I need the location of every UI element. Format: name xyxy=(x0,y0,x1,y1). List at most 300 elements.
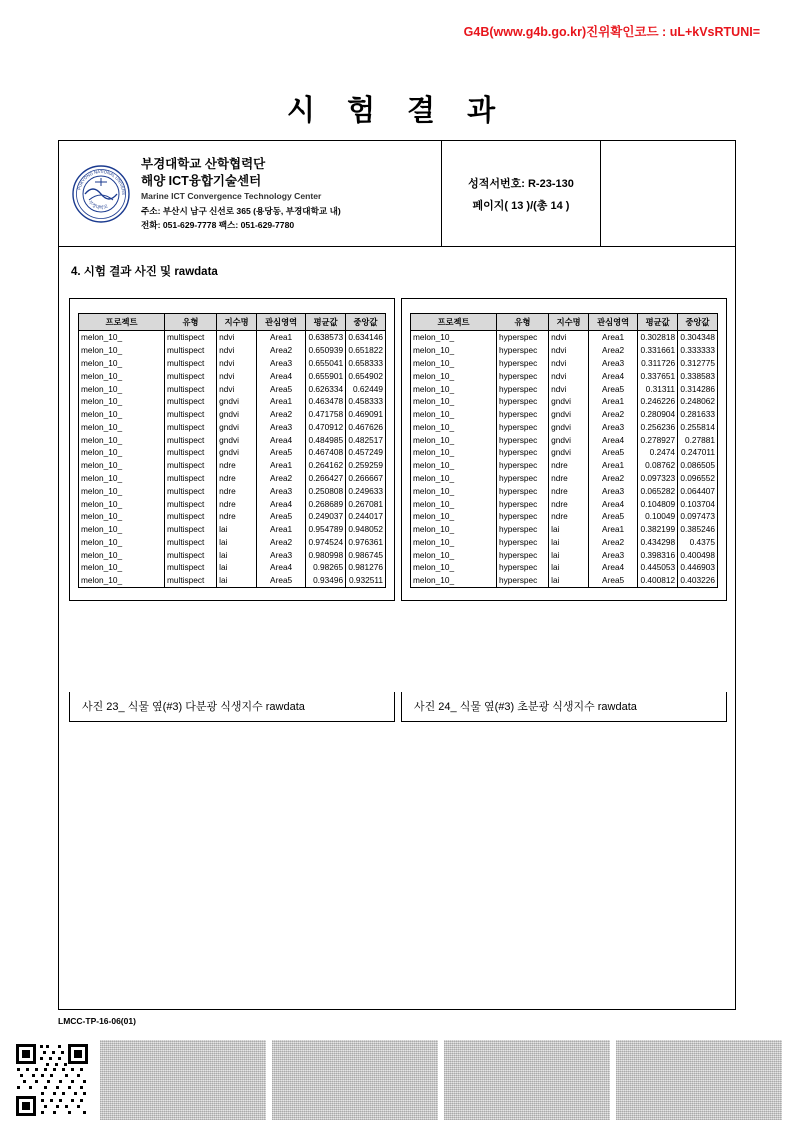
table-row xyxy=(79,510,386,523)
cell-median: 0.976361 xyxy=(346,536,386,549)
cell-mean: 0.278927 xyxy=(638,433,678,446)
cell-median: 0.103704 xyxy=(678,497,718,510)
cell-median: 0.482517 xyxy=(346,433,386,446)
cell-mean: 0.463478 xyxy=(306,395,346,408)
cell-mean: 0.434298 xyxy=(638,536,678,549)
cell-roi: Area3 xyxy=(257,484,306,497)
org-name-line1: 부경대학교 산학협력단 xyxy=(141,156,266,171)
cell-project: melon_10_ xyxy=(411,548,497,561)
cell-roi: Area1 xyxy=(257,395,306,408)
cell-median: 0.259259 xyxy=(346,459,386,472)
cell-project: melon_10_ xyxy=(79,536,165,549)
cell-roi: Area1 xyxy=(589,395,638,408)
header-blank-cell xyxy=(601,141,735,246)
cell-project: melon_10_ xyxy=(79,484,165,497)
cell-type: hyperspec xyxy=(496,344,548,357)
table-row xyxy=(411,344,718,357)
col-roi: 관심영역 xyxy=(589,314,638,331)
table-row xyxy=(79,523,386,536)
table-row xyxy=(79,357,386,370)
cell-index: lai xyxy=(217,561,257,574)
cell-median: 0.446903 xyxy=(678,561,718,574)
cell-median: 0.097473 xyxy=(678,510,718,523)
cell-index: gndvi xyxy=(217,408,257,421)
org-name-english: Marine ICT Convergence Technology Center xyxy=(141,191,322,202)
cell-roi: Area4 xyxy=(589,369,638,382)
cell-roi: Area2 xyxy=(589,536,638,549)
col-median: 중앙값 xyxy=(678,314,718,331)
cell-mean: 0.10049 xyxy=(638,510,678,523)
cell-type: multispect xyxy=(164,510,216,523)
cell-index: ndre xyxy=(549,459,589,472)
cell-project: melon_10_ xyxy=(79,497,165,510)
col-project: 프로젝트 xyxy=(411,314,497,331)
cell-mean: 0.250808 xyxy=(306,484,346,497)
cell-type: multispect xyxy=(164,536,216,549)
cell-type: multispect xyxy=(164,472,216,485)
cell-roi: Area5 xyxy=(257,446,306,459)
cell-project: melon_10_ xyxy=(411,408,497,421)
table-row xyxy=(79,344,386,357)
table-row xyxy=(411,420,718,433)
org-address: 주소: 부산시 남구 신선로 365 (용당동, 부경대학교 내) xyxy=(141,206,341,217)
cell-index: ndre xyxy=(549,472,589,485)
cell-median: 0.249633 xyxy=(346,484,386,497)
cell-index: ndvi xyxy=(549,357,589,370)
cell-mean: 0.280904 xyxy=(638,408,678,421)
cell-mean: 0.98265 xyxy=(306,561,346,574)
cell-index: ndre xyxy=(549,497,589,510)
cell-roi: Area1 xyxy=(589,459,638,472)
cell-project: melon_10_ xyxy=(411,459,497,472)
table-row xyxy=(411,331,718,344)
cell-roi: Area1 xyxy=(589,331,638,344)
cell-project: melon_10_ xyxy=(411,357,497,370)
cell-project: melon_10_ xyxy=(79,472,165,485)
cell-project: melon_10_ xyxy=(411,382,497,395)
table-row xyxy=(411,408,718,421)
cell-median: 0.981276 xyxy=(346,561,386,574)
cell-index: lai xyxy=(549,536,589,549)
cell-median: 0.267081 xyxy=(346,497,386,510)
cell-index: gndvi xyxy=(217,395,257,408)
cell-median: 0.248062 xyxy=(678,395,718,408)
cell-mean: 0.264162 xyxy=(306,459,346,472)
cell-project: melon_10_ xyxy=(411,536,497,549)
cell-roi: Area5 xyxy=(589,382,638,395)
cell-mean: 0.382199 xyxy=(638,523,678,536)
table-row xyxy=(79,574,386,587)
cell-roi: Area5 xyxy=(589,510,638,523)
cell-median: 0.385246 xyxy=(678,523,718,536)
col-type: 유형 xyxy=(164,314,216,331)
cell-median: 0.458333 xyxy=(346,395,386,408)
cell-project: melon_10_ xyxy=(79,561,165,574)
cell-median: 0.469091 xyxy=(346,408,386,421)
document-header xyxy=(59,141,735,247)
form-code: LMCC-TP-16-06(01) xyxy=(58,1016,136,1026)
cell-type: hyperspec xyxy=(496,357,548,370)
table-row xyxy=(79,395,386,408)
cell-roi: Area5 xyxy=(257,510,306,523)
cell-project: melon_10_ xyxy=(411,574,497,587)
cell-type: multispect xyxy=(164,395,216,408)
cell-roi: Area4 xyxy=(257,497,306,510)
cell-index: gndvi xyxy=(217,433,257,446)
cell-mean: 0.974524 xyxy=(306,536,346,549)
cell-mean: 0.256236 xyxy=(638,420,678,433)
table-row xyxy=(411,369,718,382)
table-row xyxy=(411,484,718,497)
cell-type: hyperspec xyxy=(496,510,548,523)
cell-type: hyperspec xyxy=(496,536,548,549)
table-row xyxy=(79,484,386,497)
cell-roi: Area2 xyxy=(589,408,638,421)
cell-mean: 0.097323 xyxy=(638,472,678,485)
cell-mean: 0.445053 xyxy=(638,561,678,574)
cell-mean: 0.980998 xyxy=(306,548,346,561)
cell-project: melon_10_ xyxy=(411,395,497,408)
cell-project: melon_10_ xyxy=(79,510,165,523)
cell-median: 0.244017 xyxy=(346,510,386,523)
table-row xyxy=(411,446,718,459)
cell-index: lai xyxy=(217,574,257,587)
cell-project: melon_10_ xyxy=(411,484,497,497)
multispectral-rawdata-table xyxy=(78,313,386,588)
cell-project: melon_10_ xyxy=(411,446,497,459)
cell-median: 0.654902 xyxy=(346,369,386,382)
cell-index: lai xyxy=(549,548,589,561)
col-type: 유형 xyxy=(496,314,548,331)
table-row xyxy=(79,446,386,459)
cell-mean: 0.398316 xyxy=(638,548,678,561)
cell-mean: 0.331661 xyxy=(638,344,678,357)
table-header-row xyxy=(411,314,718,331)
cell-roi: Area3 xyxy=(257,420,306,433)
cell-index: ndvi xyxy=(549,369,589,382)
security-pattern-1 xyxy=(100,1040,266,1120)
cell-type: hyperspec xyxy=(496,408,548,421)
cell-roi: Area4 xyxy=(257,369,306,382)
figure-captions-row xyxy=(69,692,727,722)
cell-median: 0.247011 xyxy=(678,446,718,459)
cell-roi: Area3 xyxy=(589,484,638,497)
table-row xyxy=(411,357,718,370)
cell-median: 0.467626 xyxy=(346,420,386,433)
cell-mean: 0.249037 xyxy=(306,510,346,523)
bottom-verification-strip xyxy=(0,1040,794,1123)
cell-type: hyperspec xyxy=(496,420,548,433)
cell-type: hyperspec xyxy=(496,369,548,382)
cell-index: lai xyxy=(549,561,589,574)
cell-project: melon_10_ xyxy=(411,331,497,344)
table-row xyxy=(411,536,718,549)
cell-roi: Area4 xyxy=(257,561,306,574)
cell-roi: Area3 xyxy=(589,420,638,433)
cell-mean: 0.311726 xyxy=(638,357,678,370)
cell-index: ndvi xyxy=(217,331,257,344)
table-row xyxy=(79,369,386,382)
col-index-name: 지수명 xyxy=(217,314,257,331)
cell-index: gndvi xyxy=(549,446,589,459)
table-row xyxy=(411,561,718,574)
cell-project: melon_10_ xyxy=(411,369,497,382)
cell-roi: Area3 xyxy=(257,548,306,561)
cell-index: ndvi xyxy=(549,331,589,344)
cell-project: melon_10_ xyxy=(79,382,165,395)
cell-index: ndre xyxy=(549,510,589,523)
right-figure-caption: 사진 24_ 식물 옆(#3) 초분광 식생지수 rawdata xyxy=(401,692,727,722)
left-figure-caption: 사진 23_ 식물 옆(#3) 다분광 식생지수 rawdata xyxy=(69,692,395,722)
cell-index: gndvi xyxy=(549,408,589,421)
cell-median: 0.27881 xyxy=(678,433,718,446)
cell-index: ndre xyxy=(217,472,257,485)
table-row xyxy=(411,459,718,472)
hyperspectral-rawdata-table xyxy=(410,313,718,588)
cell-median: 0.403226 xyxy=(678,574,718,587)
cell-type: multispect xyxy=(164,561,216,574)
cell-median: 0.948052 xyxy=(346,523,386,536)
col-roi: 관심영역 xyxy=(257,314,306,331)
cell-index: gndvi xyxy=(217,420,257,433)
left-table-container xyxy=(69,298,395,601)
cell-roi: Area1 xyxy=(257,459,306,472)
cell-roi: Area2 xyxy=(589,344,638,357)
cell-project: melon_10_ xyxy=(79,395,165,408)
cell-median: 0.266667 xyxy=(346,472,386,485)
col-median: 중앙값 xyxy=(346,314,386,331)
cell-project: melon_10_ xyxy=(411,420,497,433)
cell-roi: Area2 xyxy=(257,472,306,485)
cell-mean: 0.93496 xyxy=(306,574,346,587)
cell-project: melon_10_ xyxy=(79,574,165,587)
cell-index: ndvi xyxy=(217,382,257,395)
table-header-row xyxy=(79,314,386,331)
right-table-container xyxy=(401,298,727,601)
cell-type: multispect xyxy=(164,408,216,421)
table-row xyxy=(79,536,386,549)
table-row xyxy=(79,433,386,446)
cell-type: hyperspec xyxy=(496,561,548,574)
cell-median: 0.096552 xyxy=(678,472,718,485)
cell-type: hyperspec xyxy=(496,459,548,472)
security-pattern-2 xyxy=(272,1040,438,1120)
table-row xyxy=(79,382,386,395)
cell-project: melon_10_ xyxy=(79,408,165,421)
cell-median: 0.457249 xyxy=(346,446,386,459)
table-row xyxy=(79,548,386,561)
table-row xyxy=(79,561,386,574)
cell-median: 0.314286 xyxy=(678,382,718,395)
cell-roi: Area5 xyxy=(257,574,306,587)
cell-type: hyperspec xyxy=(496,523,548,536)
verification-code: G4B(www.g4b.go.kr)진위확인코드 : uL+kVsRTUNI= xyxy=(463,25,760,39)
cell-mean: 0.2474 xyxy=(638,446,678,459)
university-seal-icon xyxy=(71,164,131,224)
cell-roi: Area4 xyxy=(589,433,638,446)
cell-project: melon_10_ xyxy=(411,344,497,357)
table-row xyxy=(79,459,386,472)
cell-mean: 0.484985 xyxy=(306,433,346,446)
table-row xyxy=(79,497,386,510)
cell-project: melon_10_ xyxy=(411,510,497,523)
cell-type: hyperspec xyxy=(496,433,548,446)
cell-index: lai xyxy=(549,574,589,587)
cell-type: hyperspec xyxy=(496,331,548,344)
cell-index: lai xyxy=(549,523,589,536)
cell-type: hyperspec xyxy=(496,472,548,485)
cell-roi: Area5 xyxy=(589,446,638,459)
cell-type: hyperspec xyxy=(496,446,548,459)
cell-mean: 0.626334 xyxy=(306,382,346,395)
cell-index: lai xyxy=(217,523,257,536)
cell-median: 0.658333 xyxy=(346,357,386,370)
cell-index: ndre xyxy=(217,510,257,523)
cell-mean: 0.31311 xyxy=(638,382,678,395)
cell-index: ndre xyxy=(217,484,257,497)
section-heading: 4. 시험 결과 사진 및 rawdata xyxy=(71,266,218,278)
table-row xyxy=(411,382,718,395)
svg-text:PUKYONG NATIONAL UNIVERSITY: PUKYONG NATIONAL UNIVERS xyxy=(76,168,127,195)
cell-type: hyperspec xyxy=(496,574,548,587)
cell-index: ndre xyxy=(549,484,589,497)
table-row xyxy=(79,331,386,344)
cell-type: multispect xyxy=(164,548,216,561)
cell-project: melon_10_ xyxy=(79,369,165,382)
cell-project: melon_10_ xyxy=(79,420,165,433)
cell-project: melon_10_ xyxy=(79,548,165,561)
table-row xyxy=(411,510,718,523)
cell-roi: Area1 xyxy=(589,523,638,536)
table-row xyxy=(411,395,718,408)
col-mean: 평균값 xyxy=(638,314,678,331)
cell-index: gndvi xyxy=(549,433,589,446)
cell-type: multispect xyxy=(164,459,216,472)
cell-roi: Area5 xyxy=(257,382,306,395)
cell-mean: 0.268689 xyxy=(306,497,346,510)
cell-project: melon_10_ xyxy=(79,459,165,472)
cell-index: ndre xyxy=(217,497,257,510)
col-project: 프로젝트 xyxy=(79,314,165,331)
cell-project: melon_10_ xyxy=(79,433,165,446)
cell-median: 0.281633 xyxy=(678,408,718,421)
cell-median: 0.304348 xyxy=(678,331,718,344)
security-pattern-4 xyxy=(616,1040,782,1120)
cell-type: multispect xyxy=(164,357,216,370)
svg-text:부경대학교: 부경대학교 xyxy=(87,199,109,210)
cell-roi: Area1 xyxy=(257,331,306,344)
cell-median: 0.400498 xyxy=(678,548,718,561)
cell-mean: 0.302818 xyxy=(638,331,678,344)
cell-project: melon_10_ xyxy=(411,433,497,446)
cell-type: multispect xyxy=(164,369,216,382)
cell-median: 0.333333 xyxy=(678,344,718,357)
header-report-info xyxy=(441,141,601,246)
cell-project: melon_10_ xyxy=(79,331,165,344)
cell-roi: Area2 xyxy=(257,408,306,421)
cell-roi: Area2 xyxy=(257,344,306,357)
cell-type: multispect xyxy=(164,331,216,344)
cell-roi: Area3 xyxy=(257,357,306,370)
cell-type: hyperspec xyxy=(496,548,548,561)
cell-mean: 0.065282 xyxy=(638,484,678,497)
cell-median: 0.986745 xyxy=(346,548,386,561)
cell-type: multispect xyxy=(164,574,216,587)
cell-roi: Area5 xyxy=(589,574,638,587)
table-row xyxy=(411,574,718,587)
cell-median: 0.255814 xyxy=(678,420,718,433)
cell-project: melon_10_ xyxy=(79,357,165,370)
cell-index: ndvi xyxy=(217,344,257,357)
cell-index: gndvi xyxy=(549,420,589,433)
cell-mean: 0.471758 xyxy=(306,408,346,421)
report-number: 성적서번호: R-23-130 xyxy=(468,177,574,190)
cell-median: 0.932511 xyxy=(346,574,386,587)
cell-index: ndvi xyxy=(217,357,257,370)
cell-roi: Area3 xyxy=(589,357,638,370)
table-row xyxy=(411,433,718,446)
cell-mean: 0.650939 xyxy=(306,344,346,357)
cell-type: multispect xyxy=(164,446,216,459)
cell-roi: Area1 xyxy=(257,523,306,536)
cell-project: melon_10_ xyxy=(79,523,165,536)
cell-type: multispect xyxy=(164,523,216,536)
cell-mean: 0.954789 xyxy=(306,523,346,536)
cell-mean: 0.246226 xyxy=(638,395,678,408)
table-row xyxy=(79,472,386,485)
cell-index: ndvi xyxy=(549,382,589,395)
cell-type: hyperspec xyxy=(496,395,548,408)
cell-index: lai xyxy=(217,548,257,561)
qr-code-icon xyxy=(14,1042,90,1118)
cell-roi: Area4 xyxy=(589,561,638,574)
table-row xyxy=(411,497,718,510)
cell-median: 0.338583 xyxy=(678,369,718,382)
cell-mean: 0.337651 xyxy=(638,369,678,382)
cell-project: melon_10_ xyxy=(411,497,497,510)
cell-roi: Area4 xyxy=(257,433,306,446)
cell-mean: 0.400812 xyxy=(638,574,678,587)
table-row xyxy=(79,420,386,433)
page-title: 시 험 결 과 xyxy=(286,95,508,127)
cell-index: ndvi xyxy=(549,344,589,357)
cell-index: gndvi xyxy=(549,395,589,408)
cell-index: ndvi xyxy=(217,369,257,382)
rawdata-tables-row xyxy=(69,298,727,601)
cell-project: melon_10_ xyxy=(79,344,165,357)
cell-project: melon_10_ xyxy=(411,523,497,536)
document-frame xyxy=(58,140,736,1010)
cell-index: ndre xyxy=(217,459,257,472)
cell-type: multispect xyxy=(164,420,216,433)
org-name-line2: 해양 ICT융합기술센터 xyxy=(141,173,262,188)
cell-roi: Area4 xyxy=(589,497,638,510)
header-organization-block xyxy=(59,141,441,246)
table-row xyxy=(79,408,386,421)
cell-mean: 0.470912 xyxy=(306,420,346,433)
table-row xyxy=(411,523,718,536)
cell-mean: 0.638573 xyxy=(306,331,346,344)
cell-project: melon_10_ xyxy=(411,561,497,574)
cell-project: melon_10_ xyxy=(79,446,165,459)
cell-type: multispect xyxy=(164,344,216,357)
cell-mean: 0.08762 xyxy=(638,459,678,472)
cell-median: 0.086505 xyxy=(678,459,718,472)
cell-index: gndvi xyxy=(217,446,257,459)
cell-type: multispect xyxy=(164,484,216,497)
cell-mean: 0.655901 xyxy=(306,369,346,382)
cell-type: hyperspec xyxy=(496,484,548,497)
